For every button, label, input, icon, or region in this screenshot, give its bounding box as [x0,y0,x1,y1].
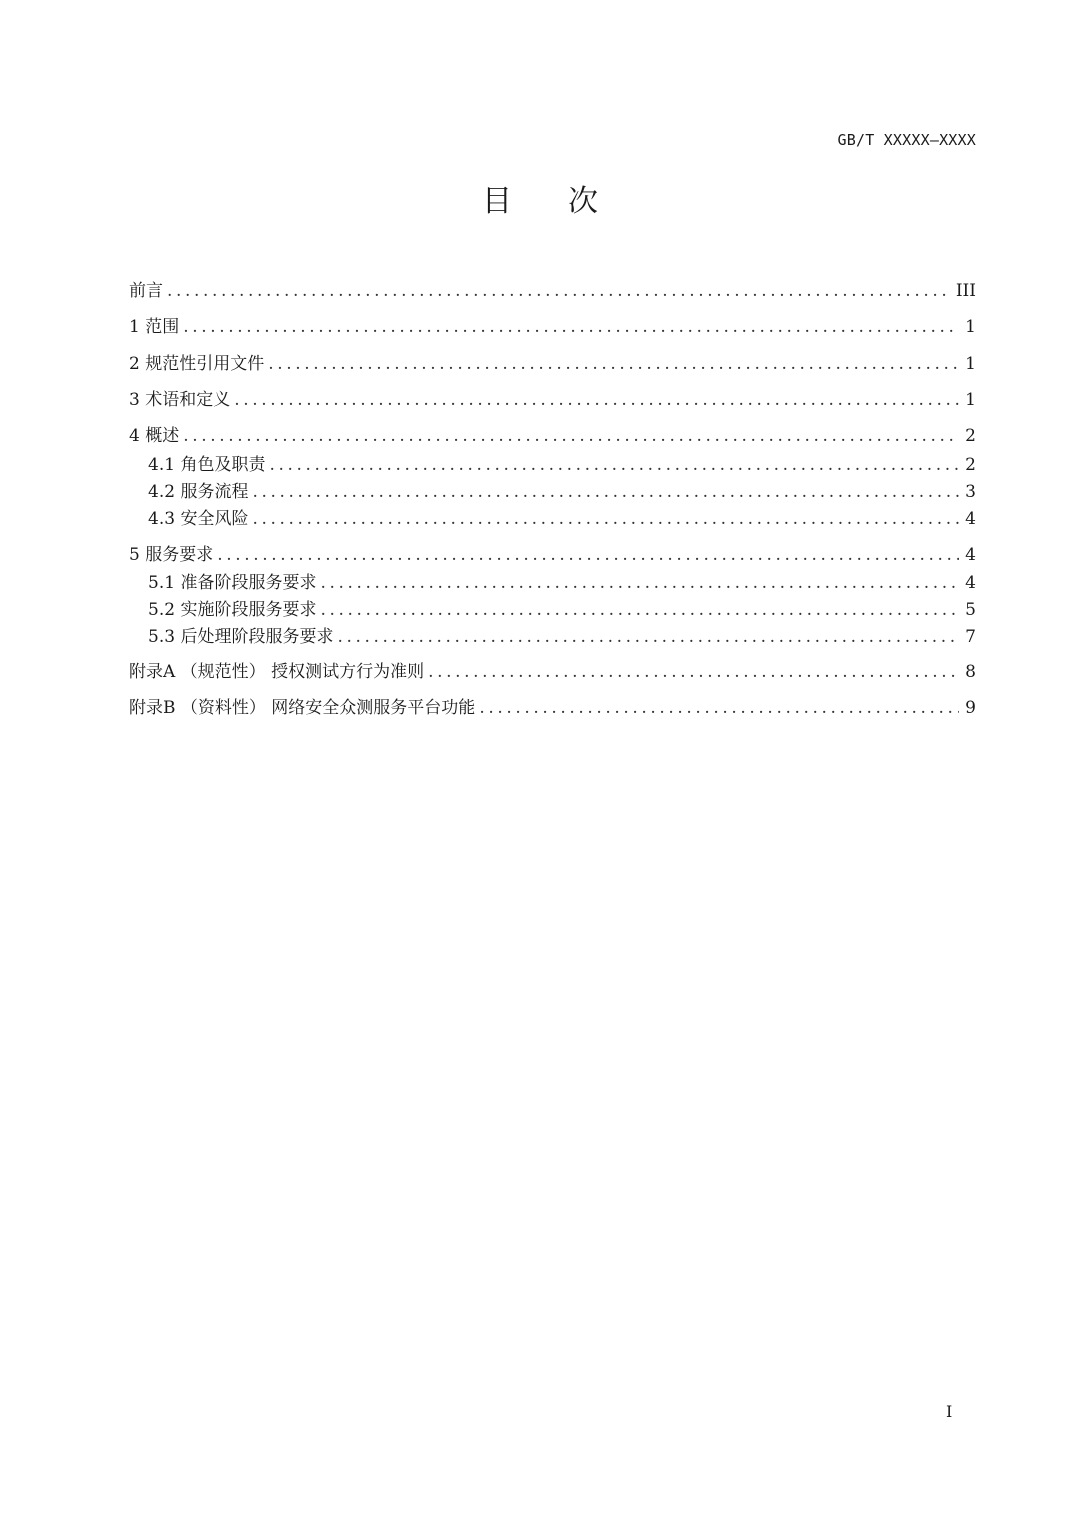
toc-entry-label: 5.2 实施阶段服务要求 [148,600,317,620]
toc-leader [167,279,950,303]
toc-entry-service-requirements[interactable] [129,543,976,567]
toc-entry-implementation[interactable] [148,598,976,622]
toc-page-number: 9 [965,698,976,718]
toc-entry-scope[interactable] [129,315,976,339]
toc-page-number: III [955,281,976,301]
toc-entry-label: 4.1 角色及职责 [148,455,266,475]
toc-page-number: 4 [965,573,976,593]
toc-entry-appendix-b[interactable] [129,696,976,720]
toc-page-number: 1 [965,390,976,410]
toc-entry-post-processing[interactable] [148,625,976,649]
toc-leader [252,507,959,531]
toc-entry-label: 5.1 准备阶段服务要求 [148,573,317,593]
footer-page-number: I [946,1402,953,1421]
toc-page-number: 4 [965,545,976,565]
toc-leader [320,571,959,595]
toc-page-number: 2 [965,455,976,475]
toc-entry-terms-definitions[interactable] [129,388,976,412]
toc-leader [337,625,959,649]
toc-entry-label: 4.3 安全风险 [148,509,249,529]
title-char-1: 目 [482,184,512,219]
toc-entry-label: 3 术语和定义 [129,390,231,410]
toc-page-number: 1 [965,317,976,337]
toc-leader [217,543,959,567]
toc-entry-preface[interactable] [129,279,976,303]
toc-entry-label: 4 概述 [129,426,180,446]
toc-entry-label: 5 服务要求 [129,545,214,565]
toc-entry-label: 4.2 服务流程 [148,482,249,502]
toc-page-number: 7 [965,627,976,647]
toc-entry-preparation[interactable] [148,571,976,595]
toc-entry-overview[interactable] [129,424,976,448]
toc-entry-label: 附录B （资料性） 网络安全众测服务平台功能 [129,698,476,718]
document-code: GB/T XXXXX—XXXX [837,131,976,149]
toc-leader [320,598,959,622]
toc-leader [428,660,959,684]
toc-page-number: 4 [965,509,976,529]
toc-entry-label: 2 规范性引用文件 [129,354,265,374]
toc-entry-label: 5.3 后处理阶段服务要求 [148,627,334,647]
toc-leader [183,424,959,448]
toc-page-number: 2 [965,426,976,446]
page-title [0,176,1080,220]
toc-page-number: 8 [965,662,976,682]
toc-entry-label: 1 范围 [129,317,180,337]
toc-entry-roles[interactable] [148,453,976,477]
toc-page-number: 1 [965,354,976,374]
title-char-2: 次 [568,184,598,219]
toc-leader [479,696,959,720]
toc-leader [183,315,959,339]
toc-entry-label: 附录A （规范性） 授权测试方行为准则 [129,662,425,682]
toc-entry-risks[interactable] [148,507,976,531]
toc-entry-process[interactable] [148,480,976,504]
toc-page-number: 3 [965,482,976,502]
toc-entry-appendix-a[interactable] [129,660,976,684]
toc-leader [234,388,959,412]
toc-leader [269,453,959,477]
toc-entry-label: 前言 [129,281,163,301]
toc-page-number: 5 [965,600,976,620]
toc-entry-normative-references[interactable] [129,352,976,376]
toc-leader [268,352,959,376]
toc-leader [252,480,959,504]
